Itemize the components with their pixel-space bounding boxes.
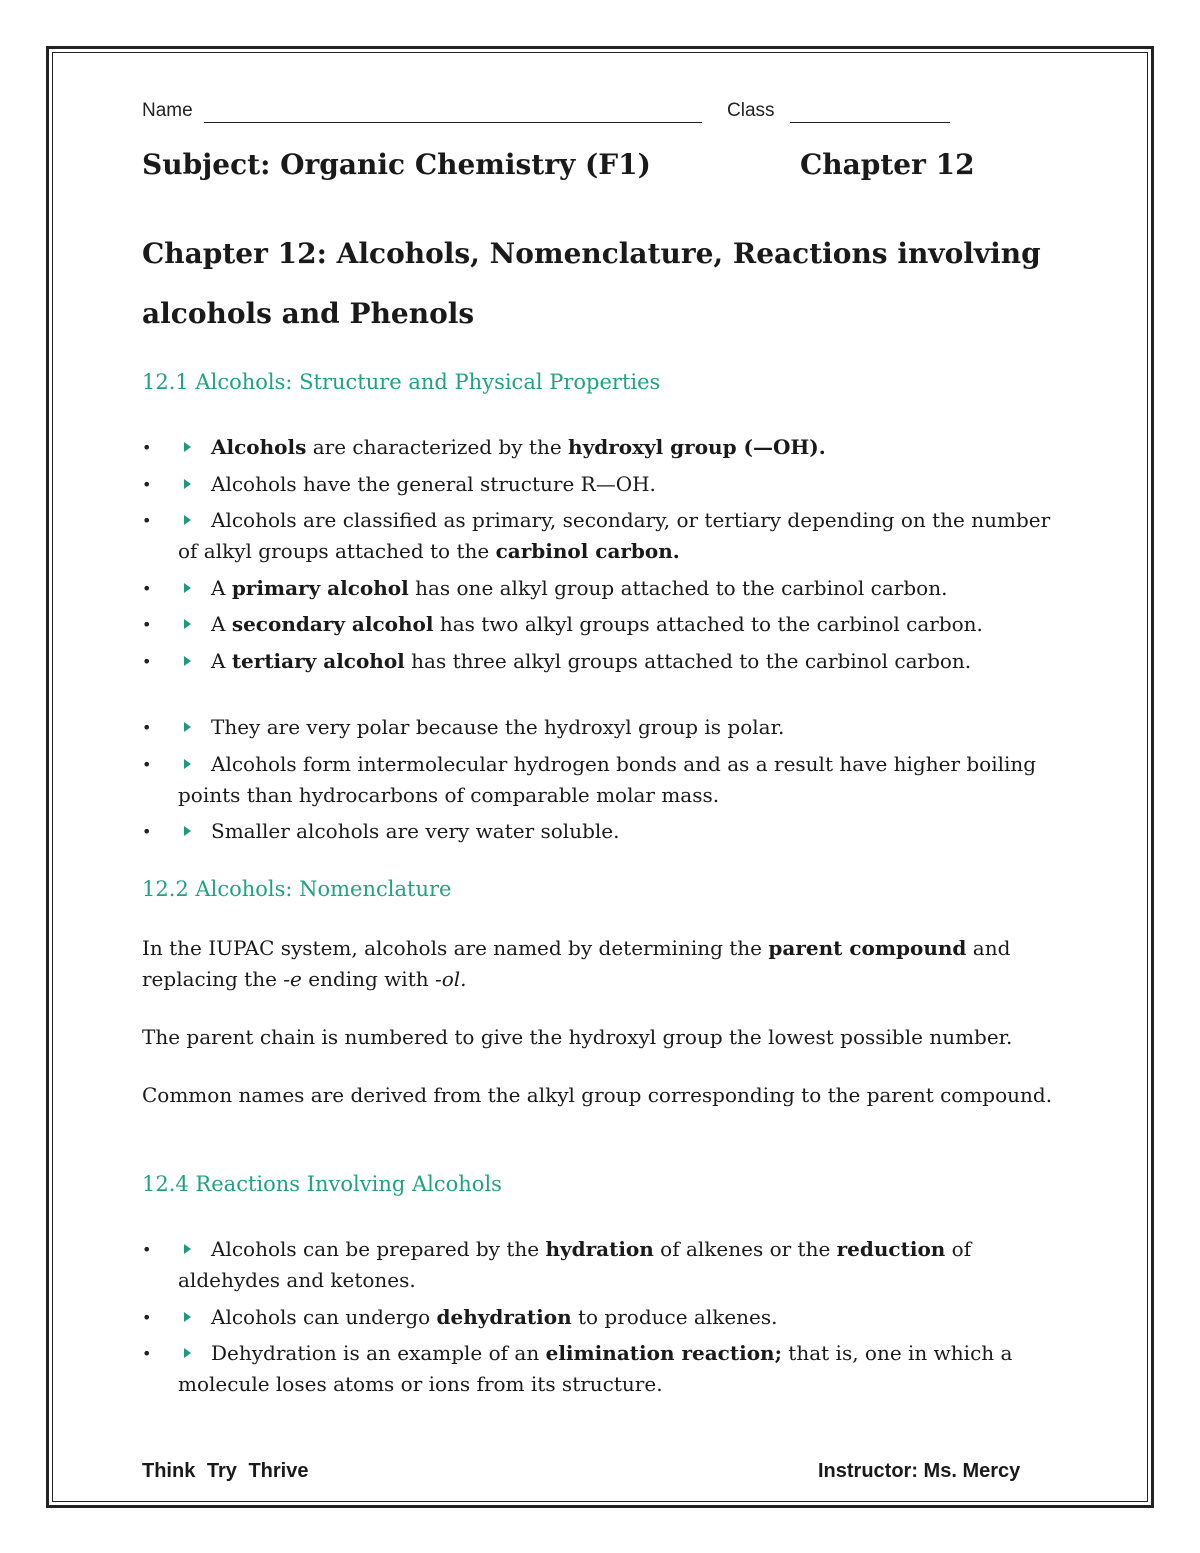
bullet-list-properties xyxy=(142,712,1072,853)
arrow-bullet-icon xyxy=(184,583,191,593)
list-item: • Alcohols can undergo dehydration to produce alkenes. xyxy=(142,1302,1072,1333)
section-heading-12-2: 12.2 Alcohols: Nomenclature xyxy=(142,877,452,901)
list-item: • Alcohols can be prepared by the hydration of alkenes or the reduction of aldehydes and ketones. xyxy=(142,1234,1072,1296)
class-label: Class xyxy=(727,100,775,121)
arrow-bullet-icon xyxy=(184,619,191,629)
arrow-bullet-icon xyxy=(184,1244,191,1254)
arrow-bullet-icon xyxy=(184,442,191,452)
list-item: • They are very polar because the hydroxyl group is polar. xyxy=(142,712,1072,743)
paragraph-iupac: In the IUPAC system, alcohols are named by determining the parent compound and replacing the -e ending with -ol. xyxy=(142,936,1011,991)
arrow-bullet-icon xyxy=(184,722,191,732)
arrow-bullet-icon xyxy=(184,759,191,769)
section-heading-12-1: 12.1 Alcohols: Structure and Physical Properties xyxy=(142,370,661,394)
name-blank-line[interactable] xyxy=(204,122,702,123)
list-item: • Dehydration is an example of an elimination reaction; that is, one in which a molecule loses atoms or ions from its structure. xyxy=(142,1338,1072,1400)
chapter-title: Chapter 12: Alcohols, Nomenclature, Reactions involving alcohols and Phenols xyxy=(142,237,1041,330)
section-heading-12-4: 12.4 Reactions Involving Alcohols xyxy=(142,1172,502,1196)
chapter-label: Chapter 12 xyxy=(800,148,975,181)
list-item: • A secondary alcohol has two alkyl groups attached to the carbinol carbon. xyxy=(142,609,1072,640)
list-item: • A tertiary alcohol has three alkyl groups attached to the carbinol carbon. xyxy=(142,646,1072,677)
list-item: • Alcohols form intermolecular hydrogen bonds and as a result have higher boiling points than hydrocarbons of comparable molar mass. xyxy=(142,749,1072,811)
list-item: • A primary alcohol has one alkyl group attached to the carbinol carbon. xyxy=(142,573,1072,604)
arrow-bullet-icon xyxy=(184,479,191,489)
list-item: • Alcohols are characterized by the hydroxyl group (—OH). xyxy=(142,432,1072,463)
bullet-list-structure xyxy=(142,432,1072,682)
list-item: • Smaller alcohols are very water soluble. xyxy=(142,816,1072,847)
subject-heading: Subject: Organic Chemistry (F1) xyxy=(142,148,651,181)
arrow-bullet-icon xyxy=(184,1312,191,1322)
arrow-bullet-icon xyxy=(184,1348,191,1358)
arrow-bullet-icon xyxy=(184,656,191,666)
list-item: • Alcohols are classified as primary, secondary, or tertiary depending on the number of alkyl groups attached to the carbinol carbon. xyxy=(142,505,1072,567)
footer-instructor: Instructor: Ms. Mercy xyxy=(818,1460,1021,1482)
footer-motto: Think Try Thrive xyxy=(142,1460,309,1482)
class-blank-line[interactable] xyxy=(790,122,950,123)
bullet-list-reactions xyxy=(142,1234,1072,1406)
list-item: • Alcohols have the general structure R—OH. xyxy=(142,469,1072,500)
paragraph-numbering: The parent chain is numbered to give the hydroxyl group the lowest possible number. xyxy=(142,1025,1013,1049)
arrow-bullet-icon xyxy=(184,515,191,525)
name-label: Name xyxy=(142,100,193,121)
paragraph-common-names: Common names are derived from the alkyl group corresponding to the parent compound. xyxy=(142,1083,1053,1107)
arrow-bullet-icon xyxy=(184,826,191,836)
